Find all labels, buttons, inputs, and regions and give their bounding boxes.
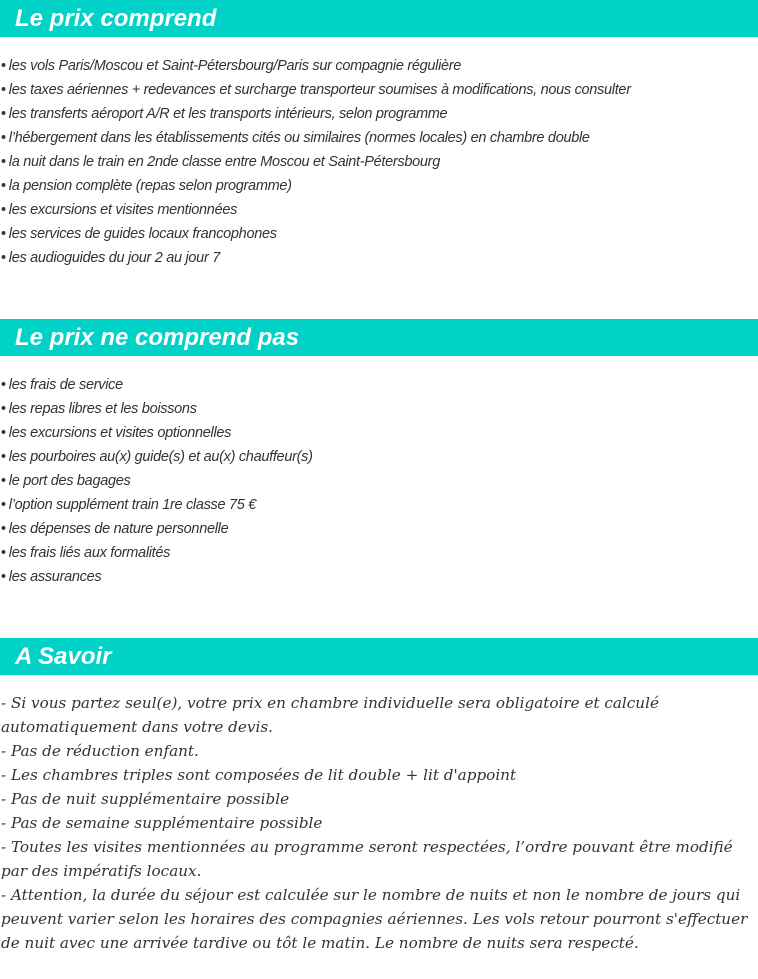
section-title-savoir: A Savoir [0, 638, 758, 675]
savoir-item: - Les chambres triples sont composées de lit double + lit d'appoint [1, 766, 517, 784]
includes-list [1, 54, 631, 270]
bullet-icon: • [1, 425, 6, 441]
list-item: • les pourboires au(x) guide(s) et au(x) chauffeur(s) [1, 449, 313, 465]
list-item: • les taxes aériennes + redevances et surcharge transporteur soumises à modifications, nous consulter [1, 82, 631, 98]
list-item: • les excursions et visites optionnelles [1, 425, 232, 441]
bullet-icon: • [1, 497, 6, 513]
list-item: • le port des bagages [1, 473, 131, 489]
bullet-icon: • [1, 178, 6, 194]
section-title-excludes: Le prix ne comprend pas [0, 319, 758, 356]
section-title-includes: Le prix comprend [0, 0, 758, 37]
list-item: • la nuit dans le train en 2nde classe entre Moscou et Saint-Pétersbourg [1, 154, 440, 170]
savoir-item: - Pas de nuit supplémentaire possible [1, 790, 290, 808]
list-item: • les transferts aéroport A/R et les transports intérieurs, selon programme [1, 106, 448, 122]
list-item: • les audioguides du jour 2 au jour 7 [1, 250, 220, 266]
bullet-icon: • [1, 401, 6, 417]
list-item: • l’hébergement dans les établissements cités ou similaires (normes locales) en chambre double [1, 130, 590, 146]
list-item: • l’option supplément train 1re classe 75 € [1, 497, 257, 513]
list-item: • les assurances [1, 569, 102, 585]
list-item: • les repas libres et les boissons [1, 401, 197, 417]
bullet-icon: • [1, 226, 6, 242]
list-item: • les services de guides locaux francophones [1, 226, 277, 242]
bullet-icon: • [1, 58, 6, 74]
bullet-icon: • [1, 106, 6, 122]
bullet-icon: • [1, 82, 6, 98]
bullet-icon: • [1, 154, 6, 170]
bullet-icon: • [1, 449, 6, 465]
bullet-icon: • [1, 377, 6, 393]
savoir-item: - Pas de semaine supplémentaire possible [1, 814, 323, 832]
savoir-list [1, 691, 753, 955]
savoir-item: - Pas de réduction enfant. [1, 742, 199, 760]
savoir-item: - Attention, la durée du séjour est calculée sur le nombre de nuits et non le nombre de jours qui peuvent varier selon les horaires des compagnies aériennes. Les vols retour pourront s'effectuer de nuit avec une arrivée tardive ou tôt le matin. Le nombre de nuits sera respecté. [1, 886, 748, 952]
bullet-icon: • [1, 569, 6, 585]
list-item: • les frais de service [1, 377, 123, 393]
list-item: • les dépenses de nature personnelle [1, 521, 229, 537]
bullet-icon: • [1, 202, 6, 218]
savoir-item: - Toutes les visites mentionnées au programme seront respectées, l’ordre pouvant être modifié par des impératifs locaux. [1, 838, 733, 880]
list-item: • les vols Paris/Moscou et Saint-Pétersbourg/Paris sur compagnie régulière [1, 58, 462, 74]
bullet-icon: • [1, 545, 6, 561]
bullet-icon: • [1, 130, 6, 146]
bullet-icon: • [1, 473, 6, 489]
list-item: • les excursions et visites mentionnées [1, 202, 238, 218]
excludes-list [1, 373, 313, 589]
bullet-icon: • [1, 250, 6, 266]
list-item: • la pension complète (repas selon programme) [1, 178, 292, 194]
bullet-icon: • [1, 521, 6, 537]
savoir-item: - Si vous partez seul(e), votre prix en chambre individuelle sera obligatoire et calculé automatiquement dans votre devis. [1, 694, 659, 736]
list-item: • les frais liés aux formalités [1, 545, 171, 561]
